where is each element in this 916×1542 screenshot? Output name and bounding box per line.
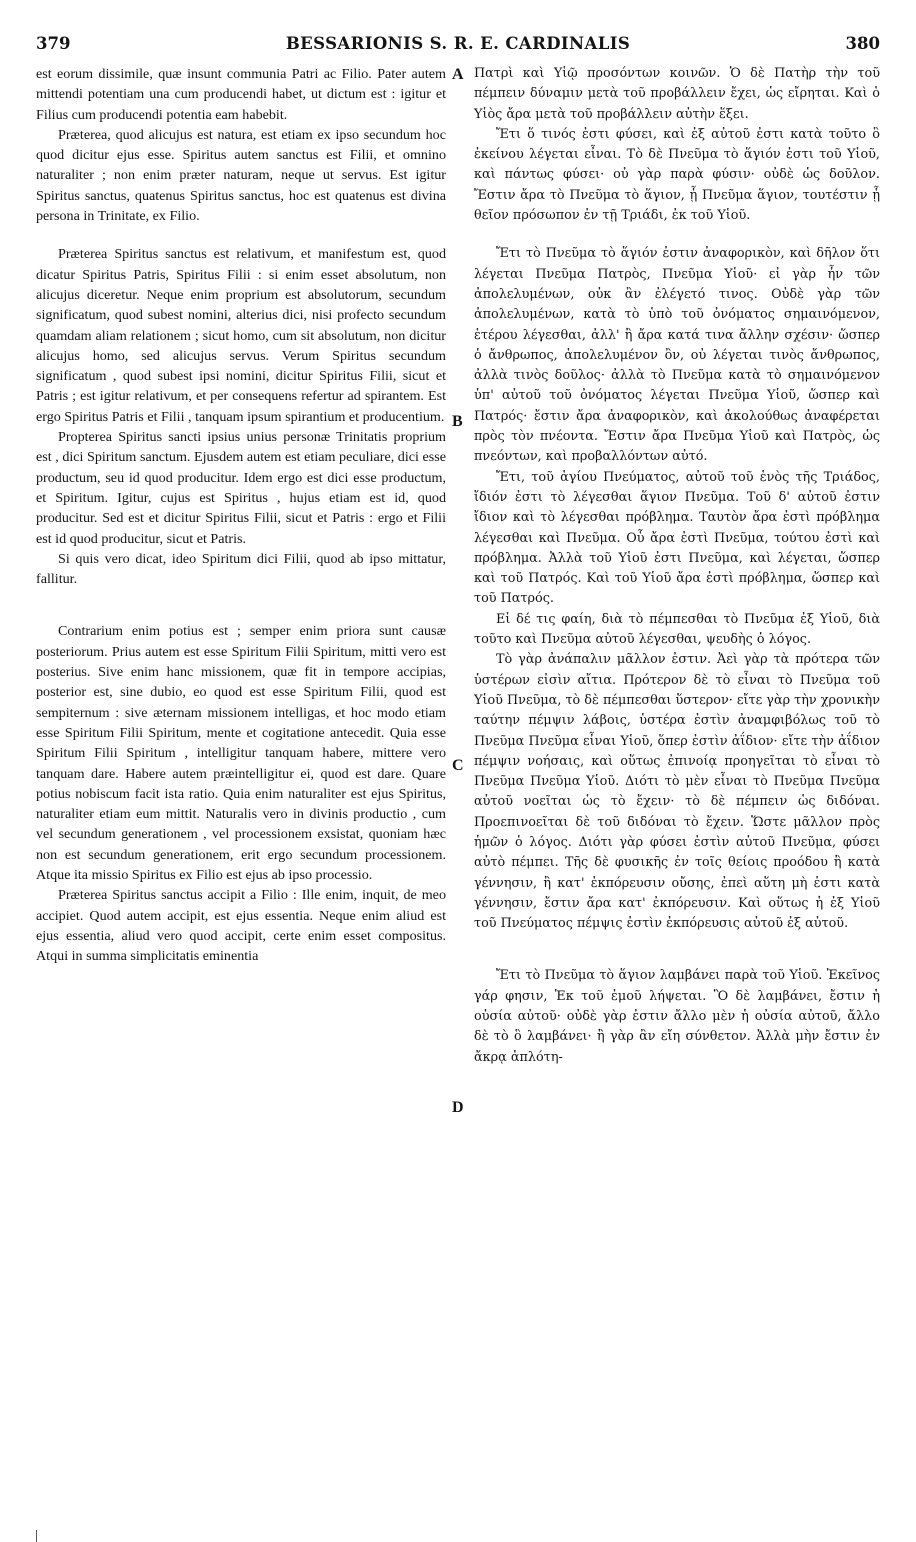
scan-speck [36, 1530, 37, 1542]
latin-paragraph: Propterea Spiritus sancti ipsius unius personæ Trinitatis proprium est , dici Spiritum sanctum. Ejusdem autem est etiam peculiare, dici esse productum, seu id quod producitur. Idem ergo est dici esse productum, et Spiritum. Igitur, cujus est Spiritus , hujus etiam est id, quod producitur. Sed est et dicitur Spiritus Filii, sicut et Patris : ergo et Filii est id quod producitur, sicut et Patris. [36, 429, 446, 547]
greek-paragraph: Ἔτι, τοῦ ἁγίου Πνεύματος, αὐτοῦ τοῦ ἑνὸς τῆς Τριάδος, ἴδιόν ἐστι τὸ λέγεσθαι ἅγιον Πνεῦμα. Τοῦ δ' αὐτοῦ ἐστιν ἴδιον καὶ τὸ λέγεσθαι πρόβλημα. Ταυτὸν ἄρα ἐστὶ πρόβλημα λέγεσθαι καὶ Πνεῦμα. Οὗ ἄρα ἐστὶ Πνεῦμα, τούτου ἐστὶ καὶ πρόβλημα. Ἀλλὰ τοῦ Υἱοῦ ἐστι Πνεῦμα, καὶ λέγεται, ὥσπερ καὶ τοῦ Πατρός. Καὶ τοῦ Υἱοῦ ἄρα ἐστὶ πρόβλημα, ὥσπερ καὶ τοῦ Πατρός. [474, 469, 880, 607]
right-page-number: 380 [845, 34, 880, 53]
latin-paragraph: Præterea Spiritus sanctus est relativum, et manifestum est, quod dicatur Spiritus Patris, Spiritus Filii : si enim esset absolutum, non alicujus diceretur. Neque enim proprium est absolutorum, secundum significatum, quod subest nomini, alterius dici, nisi profecto secundum quamdam aliam relationem ; sicut homo, cum sit absolutum, non dicitur alicujus homo, sed alicujus servus. Verum Spiritus secundum significatum , quod subest ipsi nomini, dicitur Spiritus Filii, sicut et Patris ; est igitur relativum, et per consequens refertur ad spirantem. Est ergo Spiritus Patris et Filii , tanquam ipsum spirantium et producentium. [36, 246, 446, 425]
latin-column [36, 64, 446, 966]
greek-paragraph: Ἔτι ὅ τινός ἐστι φύσει, καὶ ἐξ αὐτοῦ ἐστι κατὰ τοῦτο ὃ ἐκείνου λέγεται εἶναι. Τὸ δὲ Πνεῦμα τὸ ἅγιόν ἐστι τοῦ Υἱοῦ, καὶ πάντως φύσει· οὐ γὰρ παρὰ φύσιν· οὐδὲ ὡς δοῦλον. Ἔστιν ἄρα τὸ Πνεῦμα τὸ ἅγιον, ᾗ Πνεῦμα ἅγιον, τουτέστιν ᾗ θεῖον πρόσωπον ἐν τῇ Τριάδι, ἐκ τοῦ Υἱοῦ. [474, 126, 880, 224]
latin-paragraph: Si quis vero dicat, ideo Spiritum dici Filii, quod ab ipso mittatur, fallitur. [36, 550, 446, 588]
latin-paragraph: Præterea, quod alicujus est natura, est etiam ex ipso secundum hoc quod dicitur ejus esse. Spiritus autem sanctus est Filii, et omnino naturaliter ; non enim præter naturam, neque ut servus. Est igitur Spiritus sanctus, quatenus Spiritus sanctus, hoc est quatenus est divina persona in Trinitate, ex Filio. [36, 126, 446, 225]
greek-paragraph: Εἰ δέ τις φαίη, διὰ τὸ πέμπεσθαι τὸ Πνεῦμα ἐξ Υἱοῦ, διὰ τοῦτο καὶ Πνεῦμα αὐτοῦ λέγεσθαι, ψευδὴς ὁ λόγος. [474, 611, 880, 648]
running-title: BESSARIONIS S. R. E. CARDINALIS [285, 34, 631, 53]
greek-paragraph: Ἔτι τὸ Πνεῦμα τὸ ἅγιον λαμβάνει παρὰ τοῦ Υἱοῦ. Ἐκεῖνος γάρ φησιν, Ἐκ τοῦ ἐμοῦ λήψεται. Ὃ δὲ λαμβάνει, ἔστιν ἡ οὐσία αὐτοῦ· οὐδὲ γὰρ ἐστιν ἄλλο μὲν ἡ οὐσία αὐτοῦ, ἄλλο δὲ τὸ ὃ λαμβάνει· ἢ γὰρ ἂν εἴη σύνθετον. Ἀλλὰ μὴν ἔστιν ἐν ἄκρᾳ ἁπλότη- [474, 968, 880, 1065]
latin-paragraph: Præterea Spiritus sanctus accipit a Filio : Ille enim, inquit, de meo accipiet. Quod autem accipit, est ejus essentia. Neque enim aliud est ejus essentia, aliud vero quod accipit, certe enim esset compositus. Atqui in summa simplicitatis eminentia [36, 887, 446, 965]
greek-paragraph: Τὸ γὰρ ἀνάπαλιν μᾶλλον ἐστιν. Ἀεὶ γὰρ τὰ πρότερα τῶν ὑστέρων εἰσὶν αἴτια. Πρότερον δὲ τὸ εἶναι τὸ Πνεῦμα τοῦ Υἱοῦ Πνεῦμα, τὸ δὲ πέμπεσθαι ὕστερον· εἴτε γὰρ τὴν χρονικὴν ταύτην πέμψιν λάβοις, ὑστέρα ἐστὶν ἀναμφιβόλως τοῦ τὸ Πνεῦμα Πνεῦμα εἶναι Υἱοῦ, ὅπερ ἐστὶν ἀΐδιον· εἴτε τὴν ἀΐδιον πέμψιν νοήσαις, καὶ οὕτως ἐπινοίᾳ προηγεῖται τὸ εἶναι τὸ Πνεῦμα Πνεῦμα Υἱοῦ. Διότι τὸ μὲν εἶναι τὸ Πνεῦμα Πνεῦμα αὐτοῦ νοεῖται ὡς τὸ ἔχειν· τὸ δὲ πέμπειν ὡς διδόναι. Προεπινοεῖται δὲ τοῦ διδόναι τὸ ἔχειν. Ὥστε μᾶλλον πρὸς ἡμῶν ὁ λόγος. Διότι γὰρ φύσει ἐστὶν αὐτοῦ Πνεῦμα, φύσει αὐτὸ πέμπει. Τῆς δὲ φυσικῆς ἐν τοῖς θείοις προόδου ἢ κατὰ γέννησιν, ἢ κατ' ἐκπόρευσιν οὔσης, ἐπεὶ αὕτη μὴ ἐστι κατὰ γέννησιν, ἔστιν ἄρα κατ' ἐκπόρευσιν. Καὶ οὕτως ἡ ἐξ Υἱοῦ τοῦ Πνεύματος πέμψις ἐστὶν ἐκπόρευσις αὐτοῦ ἐξ αὐτοῦ. [474, 652, 881, 932]
margin-letter-b: B [452, 413, 463, 430]
latin-paragraph: est eorum dissimile, quæ insunt communia Patri ac Filio. Pater autem mittendi potentiam una cum producendi habet, ut dictum est : igitur et Filius cum producendi potentia eam habebit. [36, 66, 446, 123]
latin-paragraph: Contrarium enim potius est ; semper enim priora sunt causæ posteriorum. Prius autem est esse Spiritum Filii Spiritum, mitti vero est posterius. Sive enim hanc missionem, quæ fit in tempore accipias, posterior est, sine dubio, eo quod est esse Spiritum Filii, quod est sempiternum : sive æternam missionem intelligas, et hoc modo etiam esse Spiritum Filii Spiritum, mente et cogitatione antecedit. Quia esse Spiritum Filii Spiritum , intelligitur tanquam habere, mittere vero tanquam dare. Habere autem præintelligitur ei, quod est dare. Quare potius nobiscum facit ista ratio. Quia enim naturaliter est ejus Spiritus, naturaliter etiam eum mittit. Naturalis vero in divinis productio , cum vel secundum generationem , vel processionem exsistat, quoniam hæc non est secundum generationem, erit ergo secundum processionem. Atque ita missio Spiritus ex Filio est ejus ab ipso processio. [36, 623, 446, 883]
greek-paragraph: Ἔτι τὸ Πνεῦμα τὸ ἅγιόν ἐστιν ἀναφορικὸν, καὶ δῆλον ὅτι λέγεται Πνεῦμα Πατρὸς, Πνεῦμα Υἱοῦ· εἰ γὰρ ἦν τῶν ἀπολελυμένων, οὐκ ἂν ἐλέγετό τινος. Οὐδὲ γὰρ τῶν ἀπολελυμένων, κατὰ τὸ ὑπὸ τοῦ ὀνόματος σημαινόμενον, ἑτέρου λέγεσθαι, ἀλλ' ἢ ἄρα κατά τινα ἄλλην σχέσιν· ὥσπερ ὁ ἄνθρωπος, ἀπολελυμένον ὂν, οὐ λέγεται τινὸς ἄνθρωπος, ἀλλὰ τινὸς δοῦλος· ἀλλὰ τὸ Πνεῦμα κατὰ τὸ σημαινόμενον ὑπ' αὐτοῦ τοῦ ὀνόματος λέγεται Πνεῦμα Υἱοῦ, ὥσπερ καὶ Πατρός· ἔστιν ἄρα ἀναφορικὸν, καὶ ἀκολούθως ἀναφέρεται πρὸς τὸν πνέοντα. Ἔστιν ἄρα Πνεῦμα Υἱοῦ καὶ Πατρὸς, ὡς πνεόντων, καὶ προβαλλόντων αὐτό. [474, 246, 880, 465]
greek-column [474, 64, 880, 1068]
margin-letter-a: A [452, 66, 464, 83]
left-page-number: 379 [36, 34, 71, 53]
margin-letter-d: D [452, 1099, 464, 1116]
greek-paragraph: Πατρὶ καὶ Υἱῷ προσόντων κοινῶν. Ὁ δὲ Πατὴρ τὴν τοῦ πέμπειν δύναμιν μετὰ τοῦ προβάλλειν ἔχει, ὡς εἴρηται. Καὶ ὁ Υἱὸς ἄρα μετὰ τοῦ προβάλλειν αὐτὴν ἕξει. [474, 66, 880, 122]
margin-letter-c: C [452, 757, 464, 774]
